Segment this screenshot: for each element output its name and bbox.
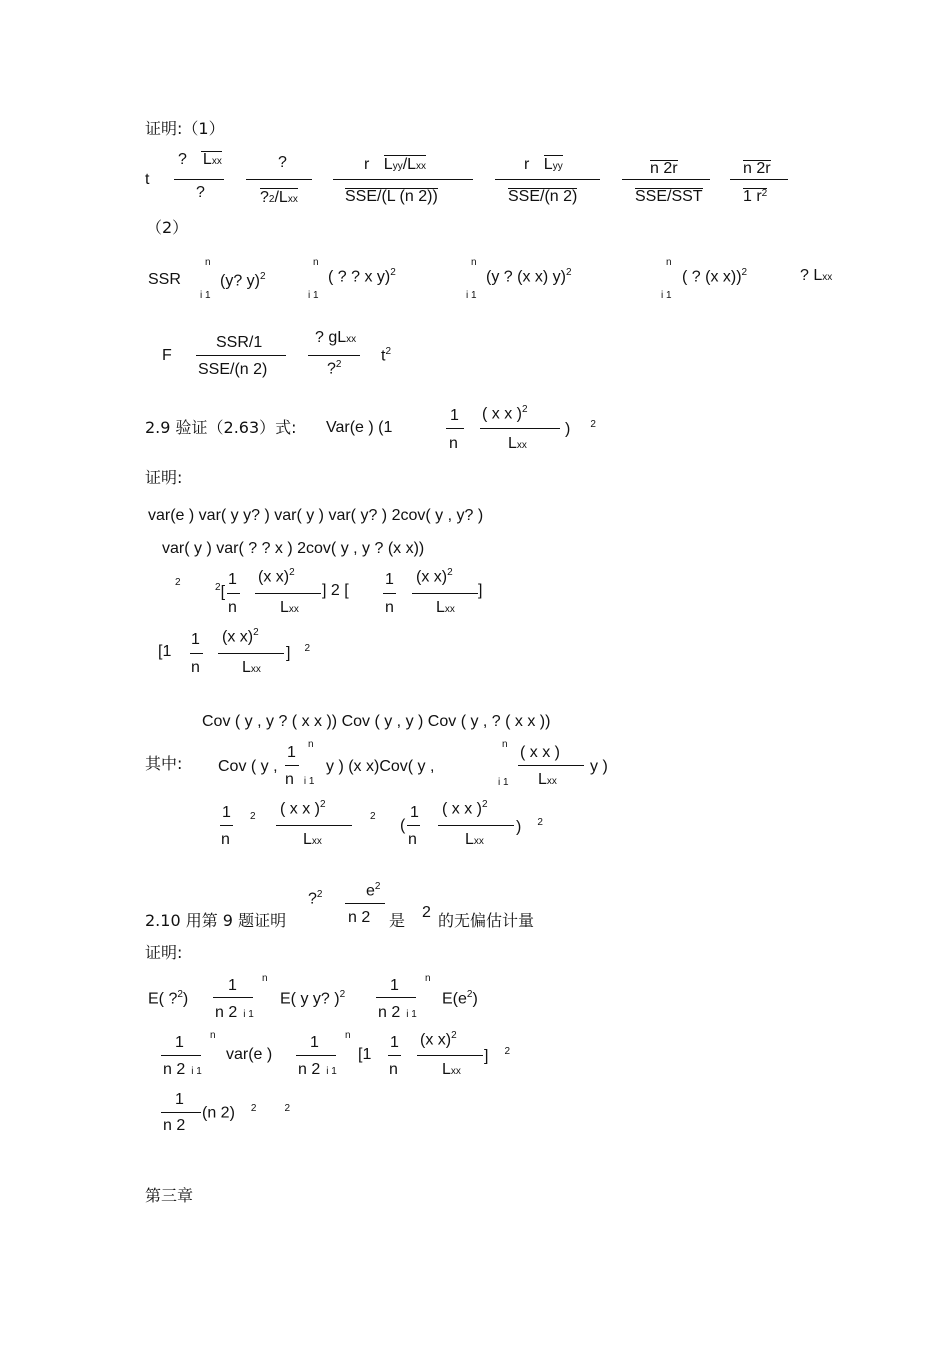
F-bar2 xyxy=(308,355,360,356)
cov3a: ( x x )$^2$ xyxy=(280,799,326,818)
cov3-Lxx: Lxx xyxy=(303,831,322,848)
frac5-bar xyxy=(622,179,710,180)
cov3-bar4 xyxy=(438,825,514,826)
sum2-bottom: i 1 xyxy=(308,290,319,301)
var-line1: var(e ) var( y y? ) var( y ) var( y? ) 2cov( y , y? ) xyxy=(148,507,484,524)
proof-label-2: 证明: xyxy=(145,468,183,487)
E1-sum-top: n xyxy=(262,973,268,984)
frac2-denominator: ?2/Lxx xyxy=(260,189,298,206)
var-line3-n: n xyxy=(228,599,237,616)
cov3d: ) $^2$ xyxy=(516,817,543,836)
F-numerator2: ? gLxx xyxy=(315,329,357,346)
E2-one3: 1 xyxy=(390,1034,399,1051)
cov2b: y ) (x x)Cov( y , xyxy=(326,758,435,775)
sum1-top: n xyxy=(205,257,211,268)
frac3-bar xyxy=(333,179,473,180)
frac5-numerator: n 2r xyxy=(650,160,678,177)
ssr-label: SSR xyxy=(148,271,181,288)
E3-bar xyxy=(161,1112,201,1113)
var-line4-bar1 xyxy=(190,653,203,654)
cov2-one: 1 xyxy=(287,744,296,761)
cov3c: ( x x )$^2$ xyxy=(442,799,488,818)
cov2d: y ) xyxy=(590,758,608,775)
cov2-sum2-top: n xyxy=(502,739,508,750)
cov3-n: n xyxy=(221,831,230,848)
frac3-numerator: r Lyy/Lxx xyxy=(364,156,427,173)
part2-label: （2） xyxy=(146,218,189,237)
var-line2: var( y ) var( ? ? x ) 2cov( y , y ? (x x)) xyxy=(162,540,425,557)
E-line2d: ] $^2$ xyxy=(484,1046,511,1065)
cov2-Lxx: Lxx xyxy=(538,771,557,788)
E2-one: 1 xyxy=(175,1034,184,1051)
E2-bar2 xyxy=(296,1055,336,1056)
s29-n: n xyxy=(449,435,458,452)
var-line4a: [1 xyxy=(158,643,172,660)
ssr-term4: ( ? (x x))$^2$ xyxy=(682,267,748,286)
frac2-numerator: ? xyxy=(278,154,287,171)
cov2-bar1 xyxy=(285,765,299,766)
E1-sum2-top: n xyxy=(425,973,431,984)
frac1-denominator: ? xyxy=(196,184,205,201)
frac4-numerator: r Lyy xyxy=(524,156,563,173)
F-numerator: SSR/1 xyxy=(216,334,263,351)
E2-bar3 xyxy=(388,1055,401,1056)
var-line3-bar3 xyxy=(383,593,396,594)
cov3-bar1 xyxy=(220,825,233,826)
sum4-bottom: i 1 xyxy=(661,290,672,301)
qizhong-label: 其中: xyxy=(145,754,183,773)
var-line3-n2: n xyxy=(385,599,394,616)
var-line4c: ] $^2$ xyxy=(286,643,311,662)
var-line4-Lxx: Lxx xyxy=(242,659,261,676)
var-line3-one2: 1 xyxy=(385,571,394,588)
cov3-Lxx2: Lxx xyxy=(465,831,484,848)
cov3-bar2 xyxy=(276,825,352,826)
frac3-denominator: SSE/(L (n 2)) xyxy=(345,188,438,205)
ssr-term2: ( ? ? x y)$^2$ xyxy=(328,267,396,286)
var-line3-bar4 xyxy=(412,593,478,594)
var-line4-n: n xyxy=(191,659,200,676)
s210-title: 2.10 用第 9 题证明 xyxy=(145,911,287,930)
frac4-bar xyxy=(495,179,600,180)
var-line4b: (x x)$^2$ xyxy=(222,627,259,646)
frac5-denominator: SSE/SST xyxy=(635,188,703,205)
s29-tail: ) $^2$ xyxy=(565,419,596,438)
frac4-denominator: SSE/(n 2) xyxy=(508,188,578,205)
var-line3-sup: 2 xyxy=(175,577,181,588)
F-symbol: F xyxy=(162,347,172,364)
var-line3-bar2 xyxy=(255,593,321,594)
s210-sigma-hat: ?$^2$ xyxy=(308,889,323,908)
E1-one2: 1 xyxy=(390,977,399,994)
E-line2b: [1 xyxy=(358,1046,372,1063)
cov3b: ( xyxy=(400,817,406,834)
cov3-bar3 xyxy=(407,825,420,826)
cov3-n2: n xyxy=(408,831,417,848)
t-symbol: t xyxy=(145,171,150,188)
t-squared: $t^2$ xyxy=(381,346,392,365)
E2-den2: n 2 i 1 xyxy=(298,1061,337,1078)
E2-n: n xyxy=(389,1061,398,1078)
cov2-sum2-bottom: i 1 xyxy=(498,777,509,788)
E2-bar4 xyxy=(417,1055,483,1056)
ssr-term1: (y? y)$^2$ xyxy=(220,271,266,290)
var-line4-one: 1 xyxy=(191,631,200,648)
cov2a: Cov ( y , xyxy=(218,758,278,775)
frac6-denominator: 1 $r^2$ xyxy=(743,188,768,205)
cov2-sum-top: n xyxy=(308,739,314,750)
E1-den: n 2 i 1 xyxy=(215,1004,254,1021)
E2-den: n 2 i 1 xyxy=(163,1061,202,1078)
E2-Lxx: Lxx xyxy=(442,1061,461,1078)
sum3-bottom: i 1 xyxy=(466,290,477,301)
var-line3-Lxx2: Lxx xyxy=(436,599,455,616)
F-denominator2: ?$^2$ xyxy=(327,359,342,378)
proof-label: 证明:（1） xyxy=(145,119,225,138)
proof-label-3: 证明: xyxy=(145,943,183,962)
s210-e2: $e^2$ xyxy=(366,881,381,900)
var-line3-bar1 xyxy=(227,593,240,594)
s210-den: n 2 xyxy=(348,909,371,926)
s29-title: 2.9 验证（2.63）式: xyxy=(145,418,297,437)
cov2c: ( x x ) xyxy=(520,744,560,761)
cov3-sup1: 2 xyxy=(250,811,256,822)
sum4-top: n xyxy=(666,257,672,268)
E1-den2: n 2 i 1 xyxy=(378,1004,417,1021)
frac6-numerator: n 2r xyxy=(743,160,771,177)
cov2-bar2 xyxy=(518,765,584,766)
var-line3-one: 1 xyxy=(228,571,237,588)
sum1-bottom: i 1 xyxy=(200,290,211,301)
frac2-bar xyxy=(246,179,312,180)
chapter3-heading: 第三章 xyxy=(145,1186,194,1205)
var-line3-Lxx: Lxx xyxy=(280,599,299,616)
cov2-n: n i 1 xyxy=(285,771,315,788)
sum2-top: n xyxy=(313,257,319,268)
frac1-numerator: ? Lxx xyxy=(178,151,222,168)
s210-shi: 是 xyxy=(389,911,406,930)
E2-one2: 1 xyxy=(310,1034,319,1051)
E2-bar1 xyxy=(161,1055,201,1056)
E1-one: 1 xyxy=(228,977,237,994)
ssr-term3: (y ? (x x) y)$^2$ xyxy=(486,267,572,286)
F-bar xyxy=(196,355,286,356)
s210-tail: 的无偏估计量 xyxy=(438,911,535,930)
E3-den: n 2 xyxy=(163,1117,186,1134)
E3-one: 1 xyxy=(175,1091,184,1108)
cov3-one2: 1 xyxy=(410,804,419,821)
F-denominator: SSE/(n 2) xyxy=(198,361,268,378)
frac1-bar xyxy=(174,179,224,180)
E2-sum-top: n xyxy=(210,1030,216,1041)
E-line3: (n 2) $^2$ $^2$ xyxy=(202,1103,291,1122)
s29-frac-num: ( x x )$^2$ xyxy=(482,404,528,423)
cov3-one: 1 xyxy=(222,804,231,821)
s29-one: 1 xyxy=(450,407,459,424)
E1-bar2 xyxy=(376,997,416,998)
sum3-top: n xyxy=(471,257,477,268)
s29-var: Var(e ) (1 xyxy=(326,419,393,436)
E2-sum2-top: n xyxy=(345,1030,351,1041)
E-line1b: E( y y? )$^2$ xyxy=(280,989,346,1008)
s29-bar1 xyxy=(446,428,464,429)
var-line3e: ] xyxy=(478,582,483,599)
var-line3d: (x x)$^2$ xyxy=(416,567,453,586)
cov-line: Cov ( y , y ? ( x x )) Cov ( y , y ) Cov ( y , ? ( x x )) xyxy=(202,713,551,730)
s29-bar2 xyxy=(480,428,560,429)
ssr-term5: ? Lxx xyxy=(800,267,833,284)
var-line3b: (x x)$^2$ xyxy=(258,567,295,586)
s29-frac-den: Lxx xyxy=(508,435,527,452)
frac6-bar xyxy=(730,179,788,180)
var-line3c: ] 2 [ xyxy=(322,582,349,599)
s210-two: 2 xyxy=(422,904,431,921)
E-line2c: (x x)$^2$ xyxy=(420,1030,457,1049)
E-line1c: $E(e^2)$ xyxy=(442,989,478,1008)
s210-bar xyxy=(345,903,385,904)
E1-bar1 xyxy=(213,997,253,998)
var-line4-bar2 xyxy=(218,653,284,654)
E-line2a: var(e ) xyxy=(226,1046,273,1063)
cov3-sup2: 2 xyxy=(370,811,376,822)
var-line3a: $^2$[ xyxy=(215,582,226,601)
E-line1a: E( ?$^2$) xyxy=(148,989,189,1008)
